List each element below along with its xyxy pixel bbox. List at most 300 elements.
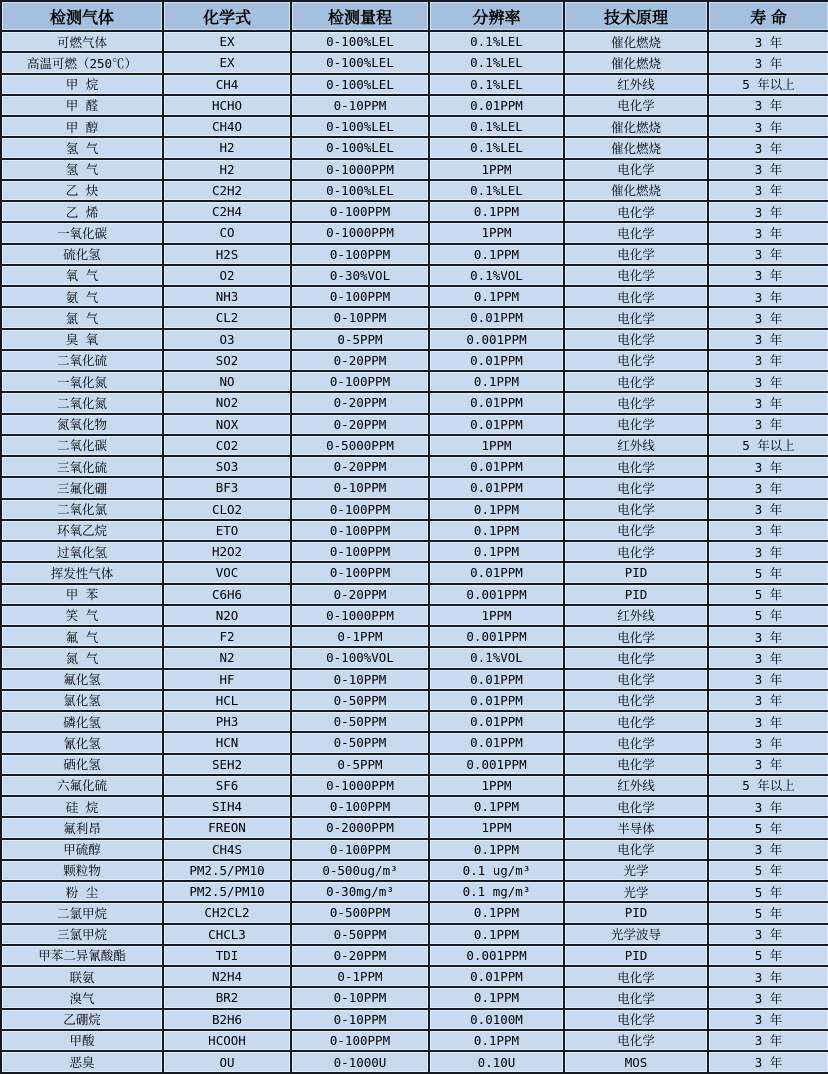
cell-principle: 电化学 bbox=[564, 626, 708, 647]
table-row bbox=[1, 902, 828, 923]
cell-lifespan: 5 年 bbox=[708, 881, 828, 902]
cell-lifespan: 3 年 bbox=[708, 371, 828, 392]
cell-formula: N2O bbox=[163, 605, 291, 626]
cell-principle: 电化学 bbox=[564, 265, 708, 286]
cell-formula: PM2.5/PM10 bbox=[163, 860, 291, 881]
cell-lifespan: 3 年 bbox=[708, 329, 828, 350]
cell-lifespan: 3 年 bbox=[708, 95, 828, 116]
cell-lifespan: 3 年 bbox=[708, 414, 828, 435]
cell-principle: 催化燃烧 bbox=[564, 137, 708, 158]
cell-range: 0-5000PPM bbox=[291, 435, 429, 456]
cell-range: 0-10PPM bbox=[291, 987, 429, 1008]
cell-principle: 电化学 bbox=[564, 159, 708, 180]
table-row bbox=[1, 1051, 828, 1073]
cell-resolution: 0.1PPM bbox=[429, 902, 564, 923]
cell-principle: 催化燃烧 bbox=[564, 52, 708, 73]
cell-formula: PH3 bbox=[163, 711, 291, 732]
cell-principle: 电化学 bbox=[564, 95, 708, 116]
cell-formula: H2O2 bbox=[163, 541, 291, 562]
cell-formula: O2 bbox=[163, 265, 291, 286]
cell-resolution: 0.01PPM bbox=[429, 711, 564, 732]
cell-resolution: 0.001PPM bbox=[429, 945, 564, 966]
cell-gas: 二氧化碳 bbox=[1, 435, 163, 456]
table-row bbox=[1, 456, 828, 477]
cell-principle: MOS bbox=[564, 1051, 708, 1073]
table-body bbox=[1, 31, 828, 1073]
cell-principle: 电化学 bbox=[564, 286, 708, 307]
cell-range: 0-10PPM bbox=[291, 477, 429, 498]
cell-lifespan: 3 年 bbox=[708, 244, 828, 265]
table-row bbox=[1, 839, 828, 860]
cell-formula: H2S bbox=[163, 244, 291, 265]
table-row bbox=[1, 31, 828, 52]
cell-gas: 氰化氢 bbox=[1, 732, 163, 753]
table-row bbox=[1, 477, 828, 498]
cell-range: 0-100PPM bbox=[291, 839, 429, 860]
cell-principle: 电化学 bbox=[564, 456, 708, 477]
cell-gas: 二氯甲烷 bbox=[1, 902, 163, 923]
cell-gas: 氢 气 bbox=[1, 159, 163, 180]
cell-lifespan: 3 年 bbox=[708, 796, 828, 817]
table-row bbox=[1, 244, 828, 265]
cell-range: 0-100%LEL bbox=[291, 116, 429, 137]
cell-formula: EX bbox=[163, 31, 291, 52]
cell-resolution: 0.01PPM bbox=[429, 392, 564, 413]
table-row bbox=[1, 499, 828, 520]
table-row bbox=[1, 392, 828, 413]
cell-principle: 红外线 bbox=[564, 605, 708, 626]
cell-principle: 电化学 bbox=[564, 414, 708, 435]
cell-lifespan: 3 年 bbox=[708, 350, 828, 371]
cell-principle: 半导体 bbox=[564, 817, 708, 838]
cell-gas: 粉 尘 bbox=[1, 881, 163, 902]
cell-range: 0-50PPM bbox=[291, 690, 429, 711]
cell-lifespan: 5 年 bbox=[708, 860, 828, 881]
cell-lifespan: 3 年 bbox=[708, 392, 828, 413]
cell-resolution: 0.1PPM bbox=[429, 201, 564, 222]
cell-resolution: 0.1%LEL bbox=[429, 180, 564, 201]
cell-gas: 硅 烷 bbox=[1, 796, 163, 817]
cell-principle: 电化学 bbox=[564, 754, 708, 775]
cell-range: 0-100PPM bbox=[291, 520, 429, 541]
cell-resolution: 0.1%LEL bbox=[429, 137, 564, 158]
column-header-principle: 技术原理 bbox=[564, 1, 708, 31]
cell-resolution: 0.01PPM bbox=[429, 456, 564, 477]
cell-lifespan: 3 年 bbox=[708, 499, 828, 520]
table-row bbox=[1, 222, 828, 243]
table-header bbox=[1, 1, 828, 31]
cell-resolution: 0.1PPM bbox=[429, 1030, 564, 1051]
cell-formula: CO bbox=[163, 222, 291, 243]
cell-principle: 电化学 bbox=[564, 669, 708, 690]
cell-principle: 电化学 bbox=[564, 350, 708, 371]
cell-resolution: 0.1%LEL bbox=[429, 52, 564, 73]
cell-gas: 可燃气体 bbox=[1, 31, 163, 52]
cell-principle: 催化燃烧 bbox=[564, 116, 708, 137]
cell-gas: 氟 气 bbox=[1, 626, 163, 647]
cell-gas: 甲苯二异氰酸酯 bbox=[1, 945, 163, 966]
cell-formula: SF6 bbox=[163, 775, 291, 796]
cell-lifespan: 3 年 bbox=[708, 159, 828, 180]
table-row bbox=[1, 541, 828, 562]
table-row bbox=[1, 520, 828, 541]
cell-principle: PID bbox=[564, 902, 708, 923]
cell-principle: 电化学 bbox=[564, 647, 708, 668]
cell-formula: CO2 bbox=[163, 435, 291, 456]
cell-lifespan: 5 年 bbox=[708, 562, 828, 583]
cell-resolution: 0.1PPM bbox=[429, 520, 564, 541]
cell-range: 0-5PPM bbox=[291, 329, 429, 350]
cell-formula: CL2 bbox=[163, 307, 291, 328]
cell-lifespan: 3 年 bbox=[708, 711, 828, 732]
cell-gas: 磷化氢 bbox=[1, 711, 163, 732]
cell-resolution: 0.01PPM bbox=[429, 966, 564, 987]
cell-lifespan: 3 年 bbox=[708, 1009, 828, 1030]
cell-range: 0-100%LEL bbox=[291, 74, 429, 95]
cell-gas: 硫化氢 bbox=[1, 244, 163, 265]
cell-range: 0-1000U bbox=[291, 1051, 429, 1073]
cell-resolution: 0.001PPM bbox=[429, 584, 564, 605]
cell-gas: 氧 气 bbox=[1, 265, 163, 286]
cell-range: 0-100PPM bbox=[291, 541, 429, 562]
cell-resolution: 0.1%VOL bbox=[429, 647, 564, 668]
cell-resolution: 0.1PPM bbox=[429, 987, 564, 1008]
cell-range: 0-100%LEL bbox=[291, 31, 429, 52]
cell-range: 0-2000PPM bbox=[291, 817, 429, 838]
cell-gas: 恶臭 bbox=[1, 1051, 163, 1073]
cell-principle: PID bbox=[564, 945, 708, 966]
cell-gas: 环氧乙烷 bbox=[1, 520, 163, 541]
cell-range: 0-5PPM bbox=[291, 754, 429, 775]
table-row bbox=[1, 137, 828, 158]
cell-lifespan: 3 年 bbox=[708, 52, 828, 73]
cell-resolution: 0.10U bbox=[429, 1051, 564, 1073]
cell-principle: 红外线 bbox=[564, 435, 708, 456]
cell-resolution: 0.1%LEL bbox=[429, 116, 564, 137]
cell-range: 0-30%VOL bbox=[291, 265, 429, 286]
cell-formula: FREON bbox=[163, 817, 291, 838]
cell-range: 0-500PPM bbox=[291, 902, 429, 923]
cell-principle: 光学 bbox=[564, 860, 708, 881]
cell-range: 0-20PPM bbox=[291, 584, 429, 605]
cell-formula: NH3 bbox=[163, 286, 291, 307]
cell-formula: HCL bbox=[163, 690, 291, 711]
cell-formula: CH4S bbox=[163, 839, 291, 860]
cell-gas: 三氯甲烷 bbox=[1, 924, 163, 945]
cell-principle: 电化学 bbox=[564, 244, 708, 265]
cell-formula: NOX bbox=[163, 414, 291, 435]
table-row bbox=[1, 924, 828, 945]
cell-gas: 氢 气 bbox=[1, 137, 163, 158]
cell-lifespan: 3 年 bbox=[708, 180, 828, 201]
cell-range: 0-1000PPM bbox=[291, 159, 429, 180]
cell-range: 0-1000PPM bbox=[291, 605, 429, 626]
header-row bbox=[1, 1, 828, 31]
cell-gas: 甲 苯 bbox=[1, 584, 163, 605]
cell-gas: 乙 烯 bbox=[1, 201, 163, 222]
cell-formula: CH4O bbox=[163, 116, 291, 137]
cell-range: 0-100PPM bbox=[291, 286, 429, 307]
cell-principle: 光学 bbox=[564, 881, 708, 902]
cell-lifespan: 5 年以上 bbox=[708, 435, 828, 456]
cell-formula: BF3 bbox=[163, 477, 291, 498]
cell-gas: 氨 气 bbox=[1, 286, 163, 307]
table-row bbox=[1, 987, 828, 1008]
cell-principle: 电化学 bbox=[564, 392, 708, 413]
cell-formula: SIH4 bbox=[163, 796, 291, 817]
table-row bbox=[1, 350, 828, 371]
cell-resolution: 1PPM bbox=[429, 605, 564, 626]
cell-lifespan: 3 年 bbox=[708, 626, 828, 647]
cell-lifespan: 3 年 bbox=[708, 1030, 828, 1051]
cell-principle: 电化学 bbox=[564, 520, 708, 541]
cell-range: 0-100%LEL bbox=[291, 137, 429, 158]
table-row bbox=[1, 1009, 828, 1030]
cell-lifespan: 5 年 bbox=[708, 902, 828, 923]
cell-formula: SEH2 bbox=[163, 754, 291, 775]
table-row bbox=[1, 796, 828, 817]
cell-principle: 电化学 bbox=[564, 987, 708, 1008]
cell-principle: 红外线 bbox=[564, 775, 708, 796]
cell-lifespan: 5 年 bbox=[708, 605, 828, 626]
cell-lifespan: 5 年 bbox=[708, 584, 828, 605]
cell-lifespan: 3 年 bbox=[708, 456, 828, 477]
cell-range: 0-1PPM bbox=[291, 966, 429, 987]
cell-range: 0-100%LEL bbox=[291, 180, 429, 201]
cell-gas: 一氧化氮 bbox=[1, 371, 163, 392]
column-header-formula: 化学式 bbox=[163, 1, 291, 31]
table-row bbox=[1, 116, 828, 137]
cell-gas: 硒化氢 bbox=[1, 754, 163, 775]
cell-range: 0-20PPM bbox=[291, 414, 429, 435]
table-row bbox=[1, 945, 828, 966]
cell-lifespan: 3 年 bbox=[708, 924, 828, 945]
cell-resolution: 0.01PPM bbox=[429, 732, 564, 753]
cell-formula: ETO bbox=[163, 520, 291, 541]
cell-gas: 甲酸 bbox=[1, 1030, 163, 1051]
cell-range: 0-100PPM bbox=[291, 562, 429, 583]
cell-resolution: 0.1 mg/m³ bbox=[429, 881, 564, 902]
cell-resolution: 0.01PPM bbox=[429, 562, 564, 583]
table-row bbox=[1, 584, 828, 605]
cell-formula: NO bbox=[163, 371, 291, 392]
cell-resolution: 0.01PPM bbox=[429, 477, 564, 498]
table-row bbox=[1, 329, 828, 350]
cell-gas: 六氟化硫 bbox=[1, 775, 163, 796]
cell-resolution: 1PPM bbox=[429, 222, 564, 243]
cell-formula: O3 bbox=[163, 329, 291, 350]
cell-resolution: 0.0100M bbox=[429, 1009, 564, 1030]
table-row bbox=[1, 201, 828, 222]
table-row bbox=[1, 860, 828, 881]
cell-range: 0-100PPM bbox=[291, 1030, 429, 1051]
cell-formula: H2 bbox=[163, 137, 291, 158]
table-row bbox=[1, 966, 828, 987]
cell-lifespan: 3 年 bbox=[708, 201, 828, 222]
cell-gas: 氮氧化物 bbox=[1, 414, 163, 435]
cell-lifespan: 3 年 bbox=[708, 520, 828, 541]
cell-formula: EX bbox=[163, 52, 291, 73]
cell-range: 0-1000PPM bbox=[291, 775, 429, 796]
cell-resolution: 0.01PPM bbox=[429, 690, 564, 711]
cell-range: 0-100PPM bbox=[291, 201, 429, 222]
cell-gas: 一氧化碳 bbox=[1, 222, 163, 243]
cell-principle: 电化学 bbox=[564, 796, 708, 817]
cell-gas: 三氟化硼 bbox=[1, 477, 163, 498]
cell-range: 0-100PPM bbox=[291, 244, 429, 265]
cell-formula: HCHO bbox=[163, 95, 291, 116]
cell-principle: 电化学 bbox=[564, 711, 708, 732]
cell-range: 0-100PPM bbox=[291, 796, 429, 817]
cell-gas: 三氧化硫 bbox=[1, 456, 163, 477]
cell-range: 0-1000PPM bbox=[291, 222, 429, 243]
cell-lifespan: 3 年 bbox=[708, 265, 828, 286]
cell-resolution: 0.1PPM bbox=[429, 371, 564, 392]
cell-resolution: 0.001PPM bbox=[429, 626, 564, 647]
cell-lifespan: 3 年 bbox=[708, 286, 828, 307]
cell-lifespan: 5 年以上 bbox=[708, 775, 828, 796]
table-row bbox=[1, 180, 828, 201]
cell-lifespan: 3 年 bbox=[708, 966, 828, 987]
cell-principle: 催化燃烧 bbox=[564, 180, 708, 201]
table-row bbox=[1, 881, 828, 902]
column-header-resolution: 分辨率 bbox=[429, 1, 564, 31]
cell-range: 0-10PPM bbox=[291, 669, 429, 690]
cell-formula: CH2CL2 bbox=[163, 902, 291, 923]
cell-formula: HCN bbox=[163, 732, 291, 753]
cell-lifespan: 3 年 bbox=[708, 732, 828, 753]
cell-range: 0-20PPM bbox=[291, 945, 429, 966]
table-row bbox=[1, 647, 828, 668]
cell-gas: 乙硼烷 bbox=[1, 1009, 163, 1030]
cell-resolution: 0.001PPM bbox=[429, 329, 564, 350]
table-row bbox=[1, 435, 828, 456]
table-row bbox=[1, 711, 828, 732]
table-row bbox=[1, 286, 828, 307]
cell-resolution: 1PPM bbox=[429, 159, 564, 180]
cell-resolution: 0.1PPM bbox=[429, 244, 564, 265]
cell-range: 0-1PPM bbox=[291, 626, 429, 647]
cell-range: 0-30mg/m³ bbox=[291, 881, 429, 902]
cell-formula: BR2 bbox=[163, 987, 291, 1008]
cell-gas: 颗粒物 bbox=[1, 860, 163, 881]
cell-range: 0-10PPM bbox=[291, 307, 429, 328]
cell-resolution: 1PPM bbox=[429, 775, 564, 796]
cell-principle: PID bbox=[564, 562, 708, 583]
cell-gas: 氯 气 bbox=[1, 307, 163, 328]
cell-lifespan: 5 年 bbox=[708, 945, 828, 966]
cell-principle: 电化学 bbox=[564, 499, 708, 520]
cell-lifespan: 3 年 bbox=[708, 116, 828, 137]
cell-principle: 电化学 bbox=[564, 477, 708, 498]
cell-formula: C2H2 bbox=[163, 180, 291, 201]
cell-resolution: 0.01PPM bbox=[429, 669, 564, 690]
cell-principle: PID bbox=[564, 584, 708, 605]
cell-gas: 甲硫醇 bbox=[1, 839, 163, 860]
table-row bbox=[1, 669, 828, 690]
cell-principle: 电化学 bbox=[564, 732, 708, 753]
cell-gas: 氟化氢 bbox=[1, 669, 163, 690]
cell-principle: 电化学 bbox=[564, 966, 708, 987]
cell-range: 0-10PPM bbox=[291, 95, 429, 116]
cell-lifespan: 3 年 bbox=[708, 307, 828, 328]
table-row bbox=[1, 52, 828, 73]
cell-formula: C2H4 bbox=[163, 201, 291, 222]
cell-lifespan: 3 年 bbox=[708, 647, 828, 668]
cell-formula: H2 bbox=[163, 159, 291, 180]
cell-lifespan: 3 年 bbox=[708, 987, 828, 1008]
cell-gas: 甲 醛 bbox=[1, 95, 163, 116]
cell-formula: SO2 bbox=[163, 350, 291, 371]
cell-resolution: 1PPM bbox=[429, 817, 564, 838]
cell-lifespan: 3 年 bbox=[708, 31, 828, 52]
cell-lifespan: 3 年 bbox=[708, 754, 828, 775]
cell-formula: NO2 bbox=[163, 392, 291, 413]
cell-principle: 电化学 bbox=[564, 1009, 708, 1030]
cell-gas: 氯化氢 bbox=[1, 690, 163, 711]
cell-range: 0-50PPM bbox=[291, 924, 429, 945]
cell-range: 0-20PPM bbox=[291, 456, 429, 477]
cell-formula: TDI bbox=[163, 945, 291, 966]
table-row bbox=[1, 265, 828, 286]
table-row bbox=[1, 159, 828, 180]
cell-lifespan: 3 年 bbox=[708, 137, 828, 158]
table-row bbox=[1, 1030, 828, 1051]
table-row bbox=[1, 732, 828, 753]
cell-range: 0-20PPM bbox=[291, 392, 429, 413]
cell-gas: 溴气 bbox=[1, 987, 163, 1008]
cell-principle: 电化学 bbox=[564, 839, 708, 860]
cell-resolution: 0.01PPM bbox=[429, 95, 564, 116]
cell-lifespan: 3 年 bbox=[708, 669, 828, 690]
cell-range: 0-100PPM bbox=[291, 499, 429, 520]
table-row bbox=[1, 307, 828, 328]
cell-gas: 二氧化氮 bbox=[1, 392, 163, 413]
cell-resolution: 0.1PPM bbox=[429, 924, 564, 945]
cell-principle: 电化学 bbox=[564, 307, 708, 328]
cell-range: 0-50PPM bbox=[291, 732, 429, 753]
cell-resolution: 0.001PPM bbox=[429, 754, 564, 775]
cell-formula: B2H6 bbox=[163, 1009, 291, 1030]
table-row bbox=[1, 626, 828, 647]
cell-formula: CLO2 bbox=[163, 499, 291, 520]
cell-lifespan: 5 年以上 bbox=[708, 74, 828, 95]
cell-resolution: 0.1PPM bbox=[429, 286, 564, 307]
cell-gas: 挥发性气体 bbox=[1, 562, 163, 583]
cell-formula: CHCL3 bbox=[163, 924, 291, 945]
table-row bbox=[1, 690, 828, 711]
cell-principle: 电化学 bbox=[564, 329, 708, 350]
table-row bbox=[1, 775, 828, 796]
cell-formula: VOC bbox=[163, 562, 291, 583]
table-row bbox=[1, 371, 828, 392]
cell-lifespan: 3 年 bbox=[708, 477, 828, 498]
cell-lifespan: 3 年 bbox=[708, 222, 828, 243]
table-row bbox=[1, 562, 828, 583]
cell-formula: OU bbox=[163, 1051, 291, 1073]
cell-formula: SO3 bbox=[163, 456, 291, 477]
cell-resolution: 0.1%LEL bbox=[429, 31, 564, 52]
cell-resolution: 0.01PPM bbox=[429, 414, 564, 435]
column-header-range: 检测量程 bbox=[291, 1, 429, 31]
cell-gas: 联氨 bbox=[1, 966, 163, 987]
cell-resolution: 0.1PPM bbox=[429, 541, 564, 562]
cell-resolution: 0.1 ug/m³ bbox=[429, 860, 564, 881]
column-header-lifespan: 寿 命 bbox=[708, 1, 828, 31]
cell-resolution: 0.01PPM bbox=[429, 307, 564, 328]
cell-range: 0-20PPM bbox=[291, 350, 429, 371]
cell-gas: 高温可燃（250℃） bbox=[1, 52, 163, 73]
